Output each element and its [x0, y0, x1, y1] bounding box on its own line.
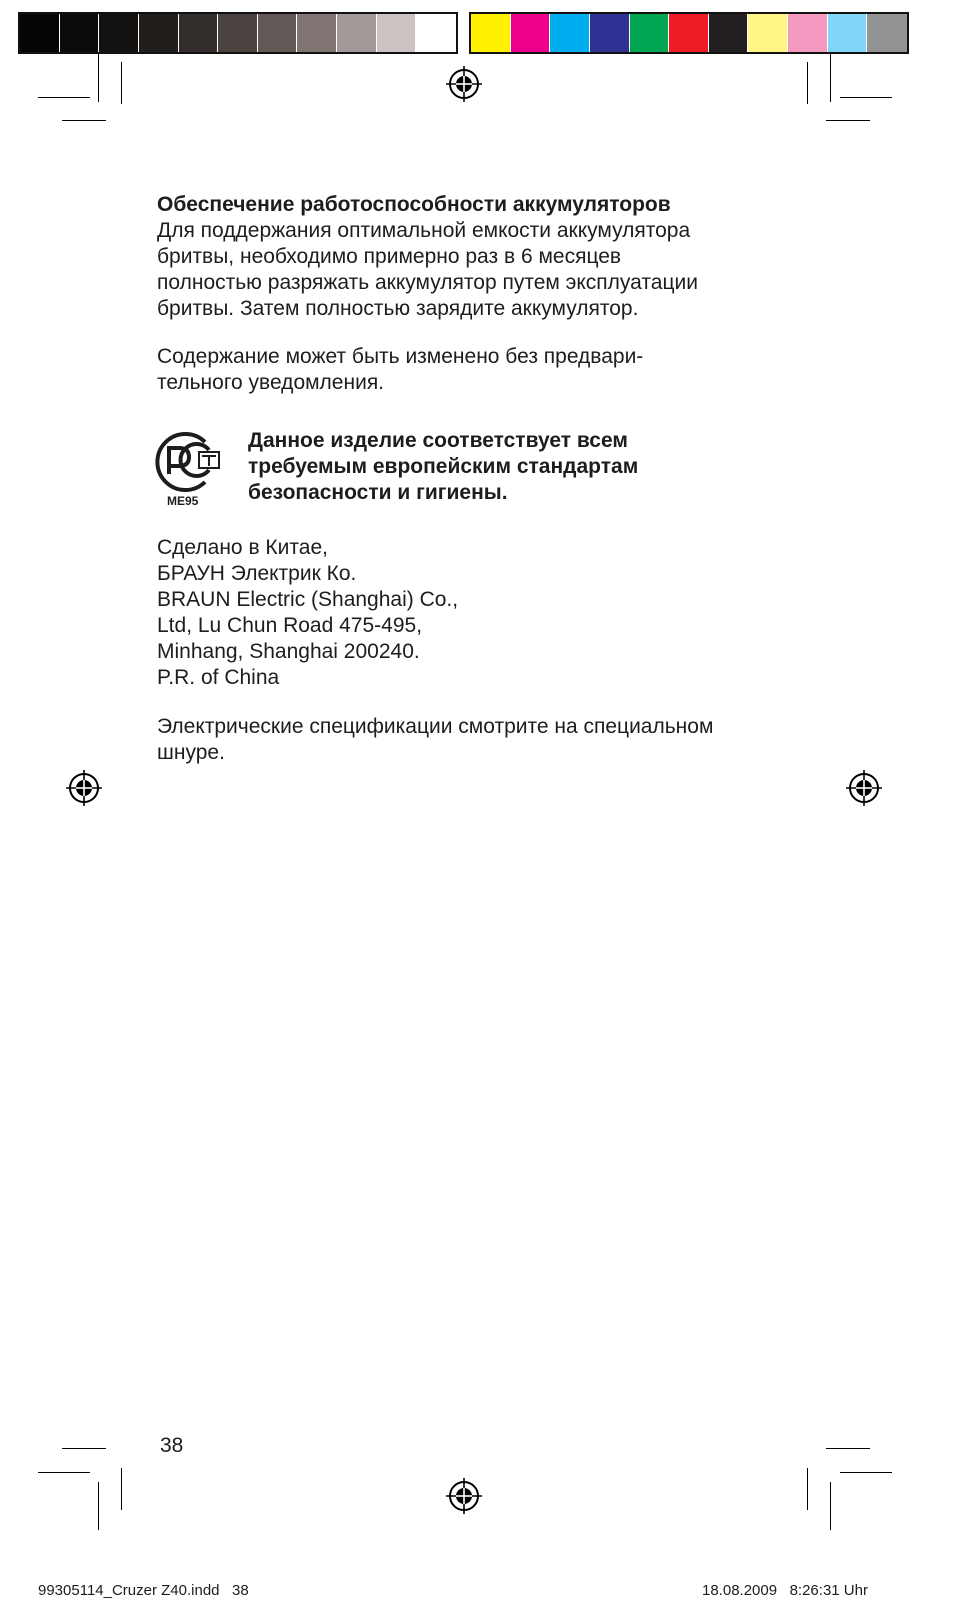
color-swatch — [258, 14, 298, 52]
change-notice — [157, 344, 643, 396]
grayscale-color-bar — [18, 12, 458, 54]
text-line: Сделано в Китае, — [157, 536, 328, 559]
cert-code: ME95 — [167, 494, 199, 508]
slug-datetime: 18.08.2009 8:26:31 Uhr — [702, 1582, 868, 1599]
text-line: шнуре. — [157, 741, 225, 764]
text-line: Minhang, Shanghai 200240. — [157, 640, 420, 663]
color-swatch — [20, 14, 60, 52]
crop-mark — [807, 1468, 808, 1510]
section-heading: Обеспечение работоспособности аккумуляторов — [157, 193, 671, 216]
text-line: тельного уведомления. — [157, 371, 385, 394]
color-swatch — [828, 14, 868, 52]
text-line: BRAUN Electric (Shanghai) Co., — [157, 588, 459, 611]
color-swatch — [709, 14, 749, 52]
color-swatch — [669, 14, 709, 52]
page-number: 38 — [160, 1434, 184, 1457]
crop-mark — [830, 54, 831, 102]
text-line: Для поддержания оптимальной емкости аккумулятора — [157, 219, 691, 242]
color-swatch — [550, 14, 590, 52]
crop-mark — [826, 120, 870, 121]
slug-filename: 99305114_Cruzer Z40.indd 38 — [38, 1582, 249, 1599]
registration-target-icon — [446, 1478, 482, 1514]
color-swatch — [511, 14, 551, 52]
crop-mark — [121, 1468, 122, 1510]
crop-mark — [38, 1472, 90, 1473]
crop-mark — [826, 1448, 870, 1449]
text-line: Данное изделие соответствует всем — [248, 429, 628, 452]
color-swatch — [867, 14, 907, 52]
text-line: требуемым европейским стандартам — [248, 455, 639, 478]
color-swatch — [377, 14, 417, 52]
color-swatch — [139, 14, 179, 52]
registration-target-icon — [446, 66, 482, 102]
color-swatch — [788, 14, 828, 52]
color-swatch — [471, 14, 511, 52]
color-swatch — [218, 14, 258, 52]
crop-mark — [121, 62, 122, 104]
certification-statement — [248, 428, 638, 506]
crop-mark — [38, 97, 90, 98]
crop-mark — [830, 1482, 831, 1530]
text-line: полностью разряжать аккумулятор путем эксплуатации — [157, 271, 698, 294]
crop-mark — [807, 62, 808, 104]
rst-certification-icon — [155, 428, 225, 500]
registration-target-icon — [846, 770, 882, 806]
color-swatch — [99, 14, 139, 52]
color-swatch — [416, 14, 456, 52]
text-line: Электрические спецификации смотрите на специальном — [157, 715, 714, 738]
crop-mark — [98, 1482, 99, 1530]
text-line: бритвы, необходимо примерно раз в 6 месяцев — [157, 245, 622, 268]
crop-mark — [840, 97, 892, 98]
crop-mark — [62, 1448, 106, 1449]
color-swatch — [337, 14, 377, 52]
text-line: P.R. of China — [157, 666, 280, 689]
color-swatch — [297, 14, 337, 52]
text-line: Содержание может быть изменено без предвари- — [157, 345, 644, 368]
color-swatch — [590, 14, 630, 52]
text-line: БРАУН Электрик Ко. — [157, 562, 357, 585]
text-line: Ltd, Lu Chun Road 475-495, — [157, 614, 423, 637]
crop-mark — [62, 120, 106, 121]
color-swatch — [630, 14, 670, 52]
registration-target-icon — [66, 770, 102, 806]
battery-section — [157, 192, 698, 322]
text-line: бритвы. Затем полностью зарядите аккумулятор. — [157, 297, 639, 320]
crop-mark — [840, 1472, 892, 1473]
crop-mark — [98, 54, 99, 102]
manufacturer-address — [157, 535, 458, 691]
process-color-bar — [469, 12, 909, 54]
color-swatch — [748, 14, 788, 52]
color-swatch — [179, 14, 219, 52]
text-line: безопасности и гигиены. — [248, 481, 508, 504]
color-swatch — [60, 14, 100, 52]
electrical-specs-note — [157, 714, 713, 766]
